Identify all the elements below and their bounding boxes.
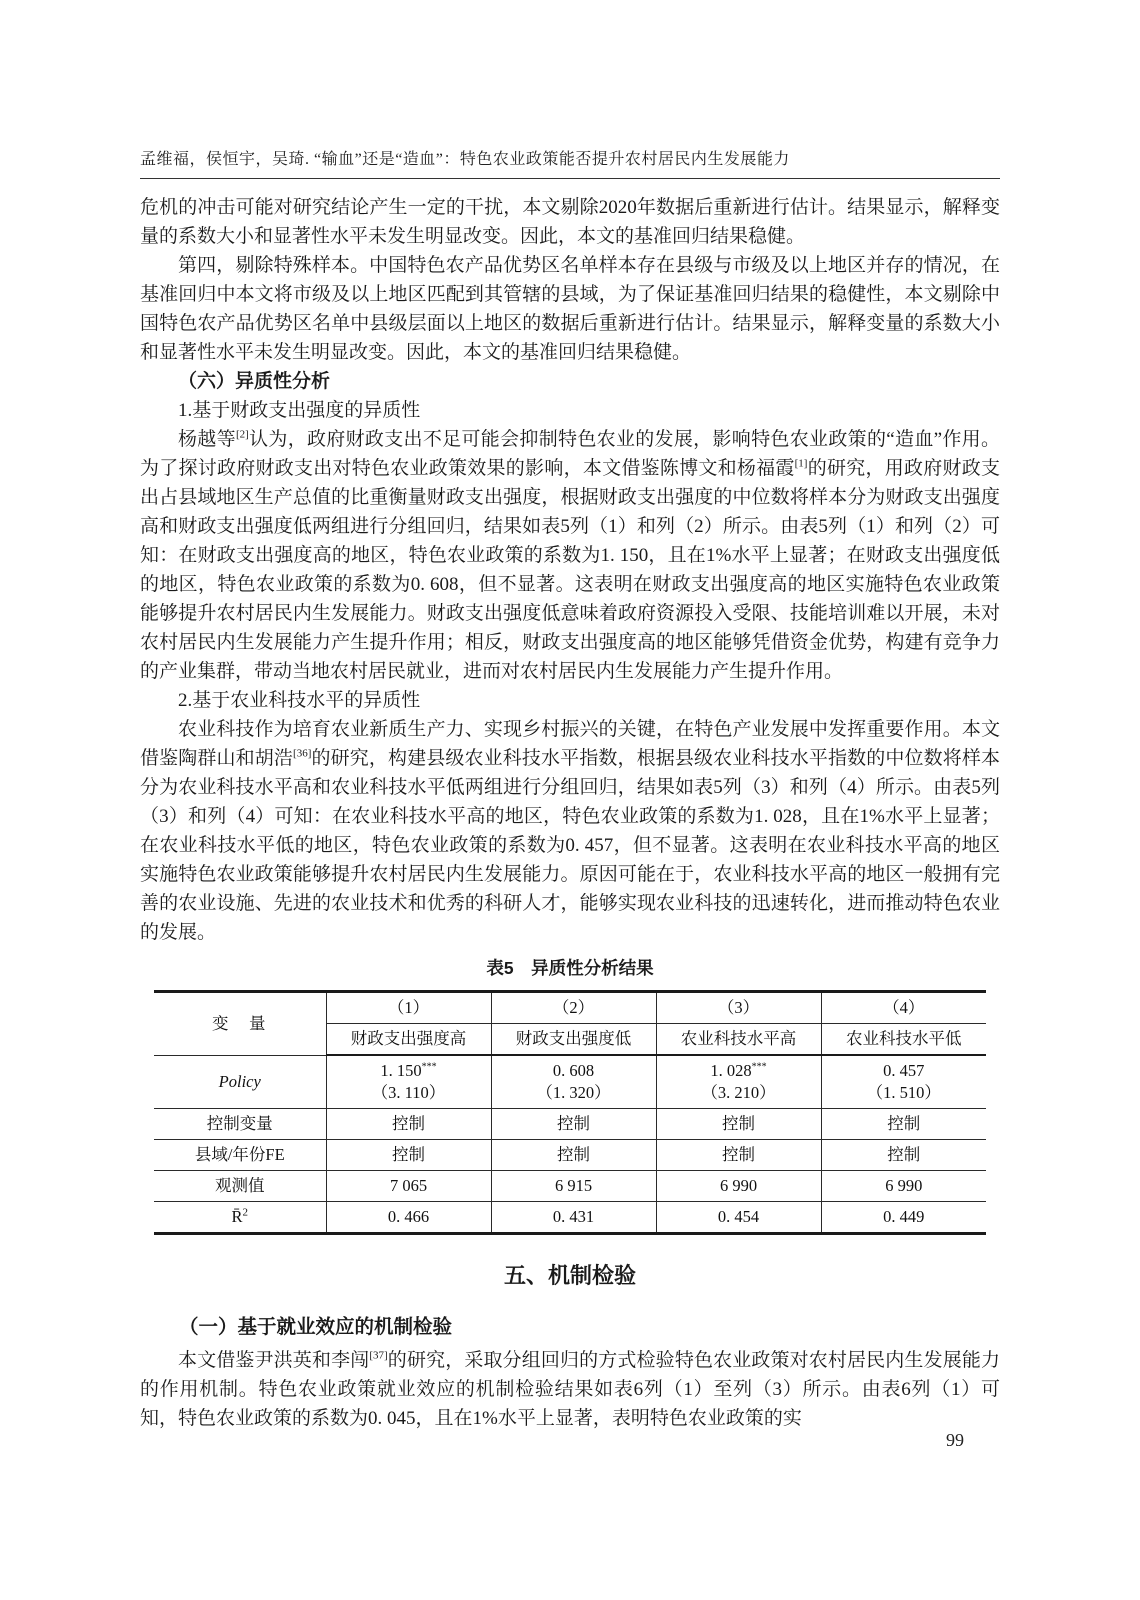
paragraph-special-sample [140, 251, 1000, 367]
citation-ref: [1] [794, 457, 808, 470]
t-statistic: （1. 320） [536, 1083, 611, 1102]
table-header-variable: 变 量 [154, 992, 326, 1056]
text-run: 第四，剔除特殊样本。中国特色农产品优势区名单样本存在县级与市级及以上地区并存的情况，在基准回归中本文将市级及以上地区匹配到其管辖的县域，为了保证基准回归结果的稳健性，本文剔除中国特色农产品优势区名单中县级层面以上地区的数据后重新进行估计。结果显示，解释变量的系数大小和显著性水平未发生明显改变。因此，本文的基准回归结果稳健。 [140, 255, 1000, 363]
cell-fe-1: 控制 [326, 1140, 491, 1171]
row-label-policy: Policy [154, 1055, 326, 1109]
cell-obs-1: 7 065 [326, 1171, 491, 1202]
citation-ref: [36] [293, 747, 312, 760]
page-number: 99 [946, 1430, 964, 1450]
r-bar: R̄ [231, 1207, 243, 1226]
cell-fe-2: 控制 [491, 1140, 656, 1171]
significance-stars: *** [421, 1061, 437, 1073]
table-header-group-1: 财政支出强度高 [326, 1024, 491, 1056]
page-content [140, 146, 1000, 1433]
cell-fe-4: 控制 [821, 1140, 986, 1171]
cell-controls-4: 控制 [821, 1109, 986, 1140]
table-5-block [140, 955, 1000, 1235]
coefficient: 0. 457 [883, 1061, 925, 1080]
cell-obs-4: 6 990 [821, 1171, 986, 1202]
paragraph-robustness-2020 [140, 193, 1000, 251]
heading-employment-mechanism: （一）基于就业效应的机制检验 [179, 1316, 453, 1338]
table-header-col-4: （4） [821, 992, 986, 1024]
table-row-r-squared [154, 1202, 986, 1234]
cell-controls-3: 控制 [656, 1109, 821, 1140]
running-head: 孟维福，侯恒宇，吴琦. “输血”还是“造血”：特色农业政策能否提升农村居民内生发展能力 [140, 146, 1000, 179]
cell-obs-2: 6 915 [491, 1171, 656, 1202]
table-header-col-3: （3） [656, 992, 821, 1024]
row-label-observations: 观测值 [154, 1171, 326, 1202]
text-run: 认为，政府财政支出不足可能会抑制特色农业的发展，影响特色农业政策的“造血”作用。为了探讨政府财政支出对特色农业政策效果的影响，本文借鉴陈博文和杨福霞 [140, 429, 1000, 479]
t-statistic: （3. 210） [701, 1083, 776, 1102]
coefficient: 0. 608 [552, 1061, 595, 1080]
text-run: 的研究，构建县级农业科技水平指数，根据县级农业科技水平指数的中位数将样本分为农业科技水平高和农业科技水平低两组进行分组回归，结果如表5列（3）和列（4）所示。由表5列（3）和列（4）可知：在农业科技水平高的地区，特色农业政策的系数为1. 028，且在1%水平上显著；在农业科技水平低的地区，特色农业政策的系数为0. 457，但不显著。这表明在农业科技水平高的地区实施特色农业政策能够提升农村居民内生发展能力。原因可能在于，农业科技水平高的地区一般拥有完善的农业设施、先进的农业技术和优秀的科研人才，能够实现农业科技的迅速转化，进而推动特色农业的发展。 [140, 748, 1000, 943]
cell-fe-3: 控制 [656, 1140, 821, 1171]
cell-policy-2 [491, 1055, 656, 1109]
citation-ref: [2] [235, 428, 249, 441]
t-statistic: （1. 510） [866, 1083, 941, 1102]
section-title-mechanism: 五、机制检验 [503, 1263, 636, 1288]
cell-obs-3: 6 990 [656, 1171, 821, 1202]
table-header-col-2: （2） [491, 992, 656, 1024]
cell-controls-2: 控制 [491, 1109, 656, 1140]
row-label-fixed-effects: 县域/年份FE [154, 1140, 326, 1171]
subheading-fiscal-intensity: 1.基于财政支出强度的异质性 [178, 400, 421, 421]
subheading-agritech-level: 2.基于农业科技水平的异质性 [178, 690, 421, 711]
paragraph-agritech-heterogeneity [140, 715, 1000, 947]
text-run: 杨越等 [178, 429, 236, 450]
row-label-r-squared [154, 1202, 326, 1234]
row-label-controls: 控制变量 [154, 1109, 326, 1140]
table-header-col-1: （1） [326, 992, 491, 1024]
paragraph-fiscal-heterogeneity [140, 425, 1000, 686]
body-text [140, 193, 1000, 1433]
table-5 [154, 990, 986, 1235]
text-run: 本文借鉴尹洪英和李闯 [178, 1350, 370, 1371]
citation-ref: [37] [369, 1349, 388, 1362]
table-row-policy [154, 1055, 986, 1109]
cell-policy-3 [656, 1055, 821, 1109]
cell-r2-1: 0. 466 [326, 1202, 491, 1234]
r-squared-exponent: 2 [242, 1206, 248, 1219]
table-5-title: 表5 异质性分析结果 [486, 958, 654, 978]
table-header-group-4: 农业科技水平低 [821, 1024, 986, 1056]
cell-r2-3: 0. 454 [656, 1202, 821, 1234]
significance-stars: *** [751, 1061, 767, 1073]
coefficient: 1. 150 [380, 1061, 422, 1080]
text-run: 危机的冲击可能对研究结论产生一定的干扰，本文剔除2020年数据后重新进行估计。结果显示，解释变量的系数大小和显著性水平未发生明显改变。因此，本文的基准回归结果稳健。 [140, 197, 1000, 247]
heading-heterogeneity-analysis: （六）异质性分析 [178, 371, 331, 392]
table-row-fixed-effects [154, 1140, 986, 1171]
table-header-group-2: 财政支出强度低 [491, 1024, 656, 1056]
cell-controls-1: 控制 [326, 1109, 491, 1140]
cell-policy-1 [326, 1055, 491, 1109]
table-row-observations [154, 1171, 986, 1202]
table-row-controls [154, 1109, 986, 1140]
cell-r2-2: 0. 431 [491, 1202, 656, 1234]
t-statistic: （3. 110） [371, 1083, 446, 1102]
table-header-row-numbers [154, 992, 986, 1024]
table-header-group-3: 农业科技水平高 [656, 1024, 821, 1056]
paragraph-employment-mechanism [140, 1346, 1000, 1433]
text-run: 的研究，用政府财政支出占县域地区生产总值的比重衡量财政支出强度，根据财政支出强度的中位数将样本分为财政支出强度高和财政支出强度低两组进行分组回归，结果如表5列（1）和列（2）所示。由表5列（1）和列（2）可知：在财政支出强度高的地区，特色农业政策的系数为1. 150，且在1%水平上显著；在财政支出强度低的地区，特色农业政策的系数为0. 608，但不显著。这表明在财政支出强度高的地区实施特色农业政策能够提升农村居民内生发展能力。财政支出强度低意味着政府资源投入受限、技能培训难以开展，未对农村居民内生发展能力产生提升作用；相反，财政支出强度高的地区能够凭借资金优势，构建有竞争力的产业集群，带动当地农村居民就业，进而对农村居民内生发展能力产生提升作用。 [140, 458, 1000, 682]
text-run: 的研究，采取分组回归的方式检验特色农业政策对农村居民内生发展能力的作用机制。特色农业政策就业效应的机制检验结果如表6列（1）至列（3）所示。由表6列（1）可知，特色农业政策的系数为0. 045，且在1%水平上显著，表明特色农业政策的实 [140, 1350, 1000, 1429]
cell-r2-4: 0. 449 [821, 1202, 986, 1234]
cell-policy-4 [821, 1055, 986, 1109]
text-run: 农业科技作为培育农业新质生产力、实现乡村振兴的关键，在特色产业发展中发挥重要作用。本文借鉴陶群山和胡浩 [140, 719, 1000, 769]
coefficient: 1. 028 [710, 1061, 752, 1080]
